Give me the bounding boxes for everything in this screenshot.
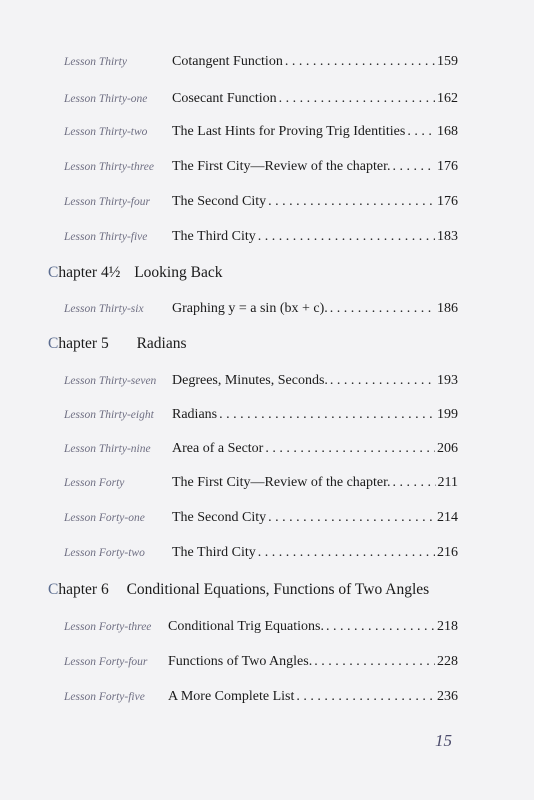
lesson-entry xyxy=(168,651,458,673)
chapter-title: Radians xyxy=(136,335,187,352)
page-number: 216 xyxy=(437,545,458,560)
lesson-entry xyxy=(172,542,458,564)
page-number: 228 xyxy=(437,654,458,669)
toc-lesson-row xyxy=(0,507,534,529)
chapter-heading xyxy=(48,333,488,355)
dot-leader xyxy=(258,226,435,248)
page-number: 206 xyxy=(437,441,458,456)
toc-lesson-row xyxy=(0,298,534,320)
page-number: 162 xyxy=(437,91,458,106)
lesson-label: Lesson Forty-one xyxy=(64,512,145,524)
dot-leader xyxy=(296,686,435,708)
lesson-title: The Third City xyxy=(172,229,256,244)
lesson-title: The First City—Review of the chapter. xyxy=(172,475,391,490)
lesson-title: The Second City xyxy=(172,510,267,525)
chapter-title: Looking Back xyxy=(134,264,223,281)
chapter-initial: C xyxy=(48,581,59,598)
lesson-title: Cosecant Function xyxy=(172,91,277,106)
dot-leader xyxy=(314,651,435,673)
lesson-label: Lesson Thirty-two xyxy=(64,126,148,138)
lesson-label: Lesson Thirty-one xyxy=(64,93,148,105)
page-number: 159 xyxy=(437,54,458,69)
page-number: 236 xyxy=(437,689,458,704)
lesson-label: Lesson Forty-five xyxy=(64,691,145,703)
toc-lesson-row xyxy=(0,88,534,110)
lesson-entry xyxy=(172,507,458,529)
lesson-label: Lesson Thirty-three xyxy=(64,161,154,173)
lesson-title: The Last Hints for Proving Trig Identities xyxy=(172,124,406,139)
chapter-title: Conditional Equations, Functions of Two Angles xyxy=(126,581,430,598)
lesson-entry xyxy=(172,121,458,143)
lesson-title: The Second City xyxy=(172,194,267,209)
lesson-label: Lesson Thirty-four xyxy=(64,196,150,208)
dot-leader xyxy=(258,542,435,564)
chapter-initial: C xyxy=(48,335,59,352)
lesson-entry xyxy=(172,472,458,494)
chapter-heading xyxy=(48,579,488,601)
lesson-title: Graphing y = a sin (bx + c). xyxy=(172,301,328,316)
lesson-entry xyxy=(172,298,458,320)
chapter-heading xyxy=(48,262,488,284)
chapter-initial: C xyxy=(48,264,59,281)
lesson-label: Lesson Forty xyxy=(64,477,125,489)
toc-lesson-row xyxy=(0,542,534,564)
chapter-number xyxy=(48,262,120,284)
lesson-title: Conditional Trig Equations. xyxy=(168,619,324,634)
lesson-label: Lesson Thirty-seven xyxy=(64,375,157,387)
page-number: 218 xyxy=(437,619,458,634)
toc-lesson-row xyxy=(0,438,534,460)
lesson-label: Lesson Thirty xyxy=(64,56,127,68)
lesson-entry xyxy=(168,686,458,708)
lesson-label: Lesson Thirty-nine xyxy=(64,443,151,455)
dot-leader xyxy=(265,438,435,460)
toc-lesson-row xyxy=(0,121,534,143)
toc-lesson-row xyxy=(0,616,534,638)
toc-lesson-row xyxy=(0,156,534,178)
toc-lesson-row xyxy=(0,191,534,213)
lesson-title: Functions of Two Angles. xyxy=(168,654,313,669)
chapter-number-rest: hapter 5 xyxy=(58,335,109,352)
page-number: 183 xyxy=(437,229,458,244)
dot-leader xyxy=(279,88,435,110)
page-number: 199 xyxy=(437,407,458,422)
page-number: 214 xyxy=(437,510,458,525)
toc-lesson-row xyxy=(0,651,534,673)
page-number: 193 xyxy=(437,373,458,388)
page-number: 176 xyxy=(437,194,458,209)
toc-lesson-row xyxy=(0,686,534,708)
lesson-label: Lesson Forty-four xyxy=(64,656,148,668)
lesson-title: Degrees, Minutes, Seconds. xyxy=(172,373,328,388)
lesson-entry xyxy=(172,191,458,213)
page-number: 176 xyxy=(437,159,458,174)
chapter-number xyxy=(48,333,109,355)
dot-leader xyxy=(407,121,435,143)
lesson-title: The First City—Review of the chapter. xyxy=(172,159,391,174)
chapter-number xyxy=(48,579,109,601)
toc-lesson-row xyxy=(0,51,534,73)
dot-leader xyxy=(285,51,435,73)
chapter-number-rest: hapter 4½ xyxy=(58,264,121,281)
page-number: 168 xyxy=(437,124,458,139)
lesson-title: Cotangent Function xyxy=(172,54,283,69)
toc-lesson-row xyxy=(0,472,534,494)
dot-leader xyxy=(393,156,435,178)
lesson-title: A More Complete List xyxy=(168,689,295,704)
chapter-number-rest: hapter 6 xyxy=(58,581,109,598)
lesson-label: Lesson Forty-three xyxy=(64,621,152,633)
lesson-title: Radians xyxy=(172,407,218,422)
dot-leader xyxy=(330,370,435,392)
lesson-entry xyxy=(168,616,458,638)
page-number: 186 xyxy=(437,301,458,316)
lesson-title: The Third City xyxy=(172,545,256,560)
dot-leader xyxy=(219,404,435,426)
dot-leader xyxy=(330,298,435,320)
lesson-entry xyxy=(172,226,458,248)
dot-leader xyxy=(393,472,436,494)
toc-lesson-row xyxy=(0,404,534,426)
lesson-label: Lesson Thirty-eight xyxy=(64,409,154,421)
lesson-entry xyxy=(172,88,458,110)
page-folio: 15 xyxy=(435,731,452,750)
dot-leader xyxy=(326,616,435,638)
lesson-entry xyxy=(172,156,458,178)
toc-lesson-row xyxy=(0,370,534,392)
lesson-title: Area of a Sector xyxy=(172,441,264,456)
lesson-entry xyxy=(172,51,458,73)
dot-leader xyxy=(268,191,435,213)
dot-leader xyxy=(268,507,435,529)
lesson-label: Lesson Forty-two xyxy=(64,547,145,559)
toc-lesson-row xyxy=(0,226,534,248)
lesson-entry xyxy=(172,404,458,426)
lesson-entry xyxy=(172,438,458,460)
lesson-label: Lesson Thirty-six xyxy=(64,303,144,315)
page-number: 211 xyxy=(437,475,458,490)
lesson-entry xyxy=(172,370,458,392)
lesson-label: Lesson Thirty-five xyxy=(64,231,148,243)
